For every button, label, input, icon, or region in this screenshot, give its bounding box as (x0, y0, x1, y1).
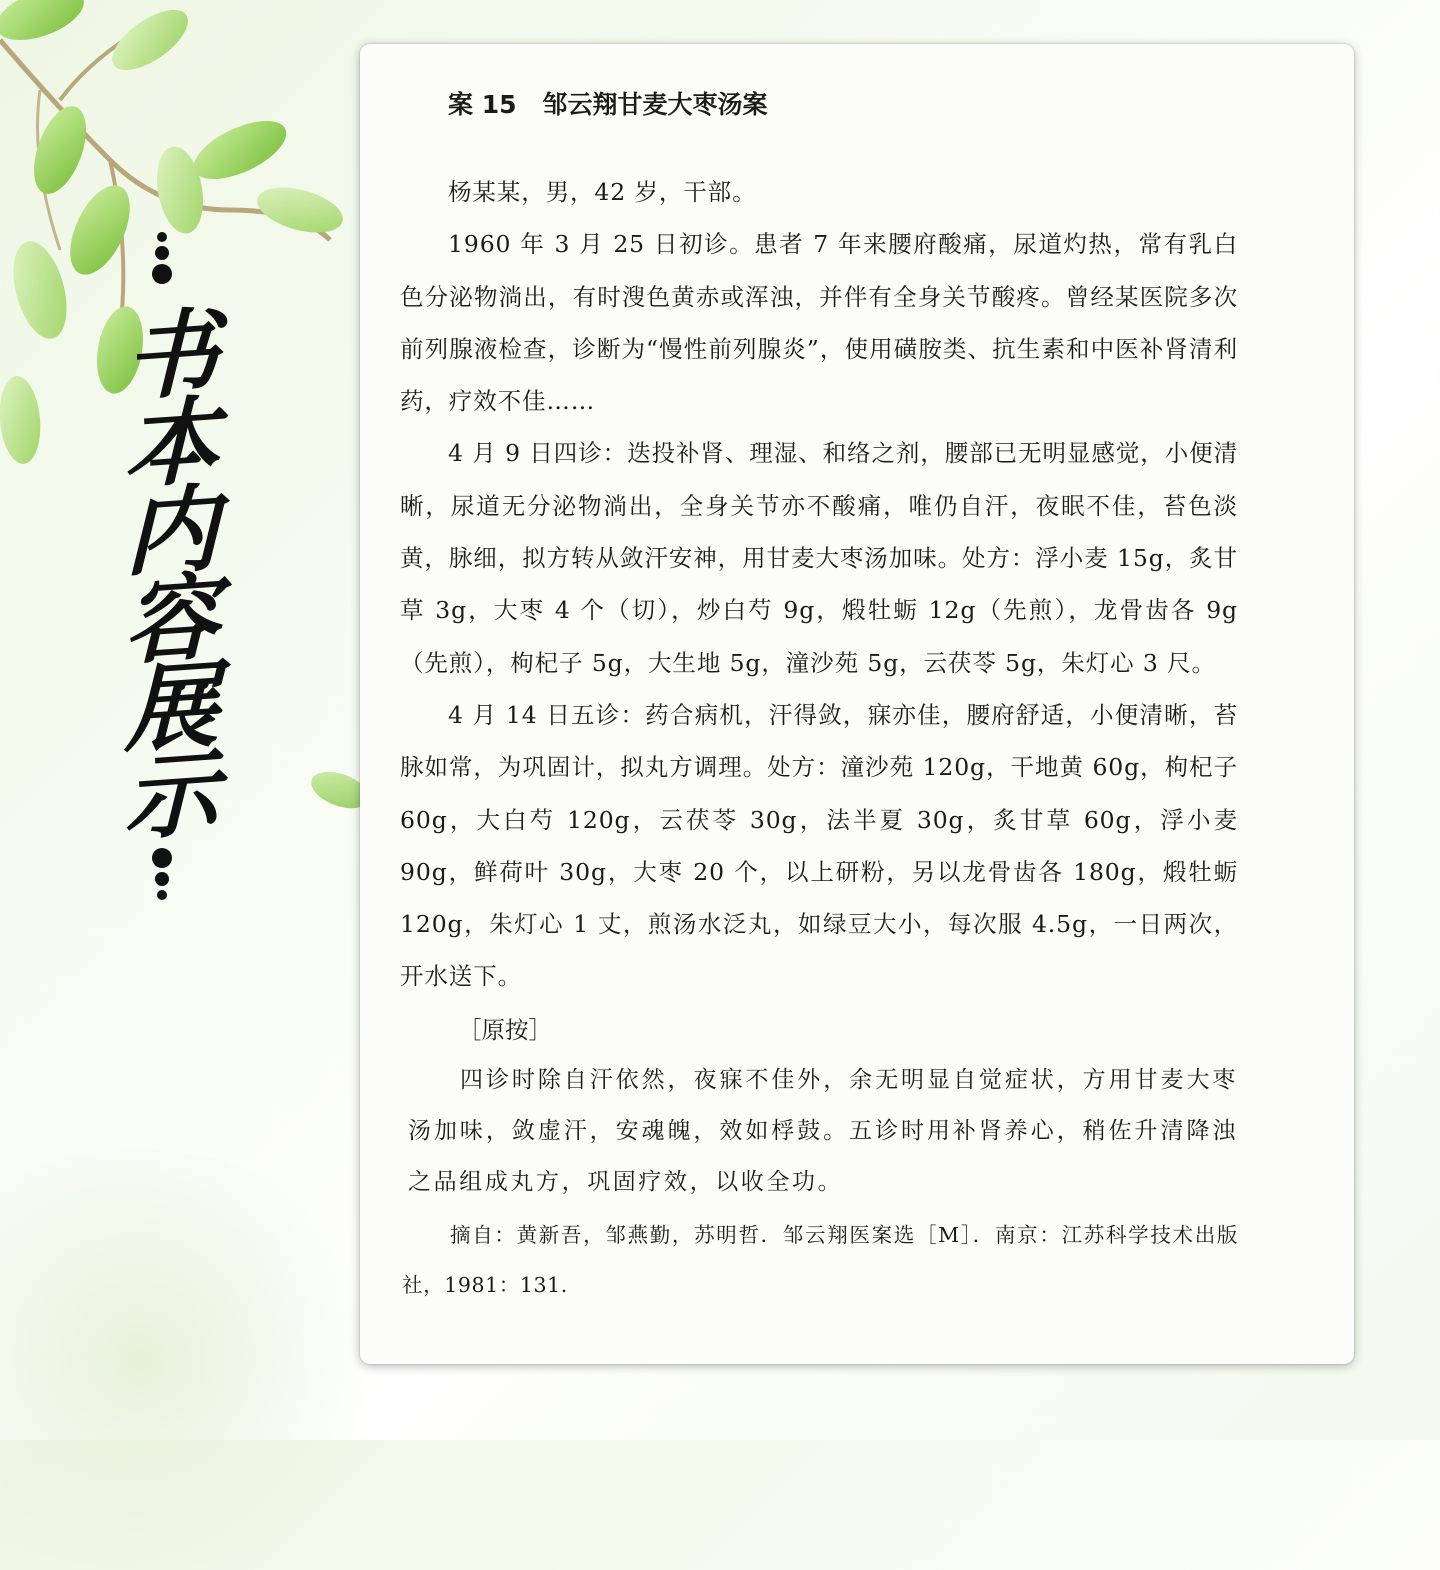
book-page-scan (360, 44, 1354, 1364)
bottom-dots-decoration (152, 848, 172, 900)
patient-info: 杨某某，男，42 岁，干部。 (448, 178, 757, 206)
case-heading (448, 84, 1238, 126)
original-note-heading: ［原按］ (458, 1015, 552, 1044)
case-title: 邹云翔甘麦大枣汤案 (542, 90, 768, 119)
case-number: 案 15 (448, 90, 517, 119)
section-title: 书本内容展示 (108, 302, 217, 838)
first-visit-paragraph: 1960 年 3 月 25 日初诊。患者 7 年来腰府酸痛，尿道灼热，常有乳白色分泌物淌出，有时溲色黄赤或浑浊，并伴有全身关节酸疼。曾经某医院多次前列腺液检查，诊断为“慢性前列腺炎”，使用磺胺类、抗生素和中医补肾清利药，疗效不佳…… (400, 230, 1238, 416)
fifth-visit-paragraph: 4 月 14 日五诊：药合病机，汗得敛，寐亦佳，腰府舒适，小便清晰，苔脉如常，为巩固计，拟丸方调理。处方：潼沙苑 120g，干地黄 60g，枸杞子 60g，大白芍 120g，云茯苓 30g，法半夏 30g，炙甘草 60g，浮小麦 90g，鲜荷叶 30g，大枣 20 个，以上研粉，另以龙骨齿各 180g，煅牡蛎 120g，朱灯心 1 丈，煎汤水泛丸，如绿豆大小，每次服 4.5g，一日两次，开水送下。 (400, 700, 1238, 991)
fourth-visit-paragraph: 4 月 9 日四诊：迭投补肾、理湿、和络之剂，腰部已无明显感觉，小便清晰，尿道无分泌物淌出，全身关节亦不酸痛，唯仍自汗，夜眠不佳，苔色淡黄，脉细，拟方转从敛汗安神，用甘麦大枣汤加味。处方：浮小麦 15g，炙甘草 3g，大枣 4 个（切），炒白芍 9g，煅牡蛎 12g（先煎），龙骨齿各 9g（先煎），枸杞子 5g，大生地 5g，潼沙苑 5g，云茯苓 5g，朱灯心 3 尺。 (400, 439, 1238, 677)
source-citation: 摘自：黄新吾，邹燕勤，苏明哲．邹云翔医案选［M］．南京：江苏科学技术出版社，1981：131. (402, 1222, 1238, 1297)
top-dots-decoration (152, 232, 172, 284)
original-note-text: 四诊时除自汗依然，夜寐不佳外，余无明显自觉症状，方用甘麦大枣汤加味，敛虚汗，安魂魄，效如桴鼓。五诊时用补肾养心，稍佐升清降浊之品组成丸方，巩固疗效，以收全功。 (408, 1066, 1238, 1195)
background-glow (0, 1150, 400, 1570)
page-content (400, 84, 1238, 1310)
vertical-title-block (92, 232, 232, 952)
